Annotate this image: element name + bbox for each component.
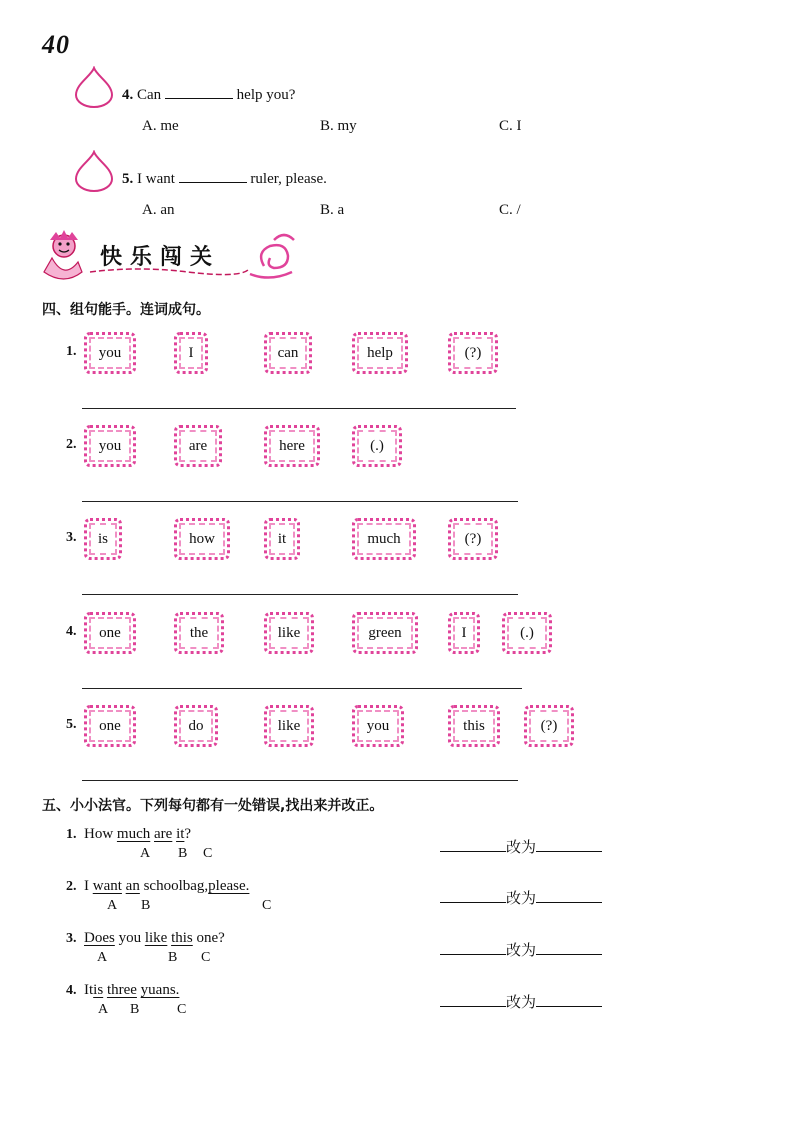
correction-blank[interactable]	[536, 901, 602, 903]
answer-blank[interactable]	[179, 181, 247, 183]
error-sentence	[84, 930, 225, 947]
question-number: 1.	[66, 344, 77, 359]
option-c[interactable]: C. I	[499, 118, 522, 134]
question-number: 3.	[66, 530, 77, 545]
wrong-answer-blank[interactable]	[440, 953, 506, 955]
underlined-word[interactable]: Does	[84, 930, 115, 946]
wrong-answer-blank[interactable]	[440, 1005, 506, 1007]
option-a[interactable]: A. an	[142, 202, 175, 218]
word-card[interactable]: (?)	[448, 332, 498, 374]
option-b[interactable]: B. a	[320, 202, 345, 218]
wrong-answer-blank[interactable]	[440, 901, 506, 903]
word-card[interactable]: I	[174, 332, 208, 374]
sentence-word: How	[84, 826, 114, 842]
correction-row	[440, 991, 602, 1012]
answer-line[interactable]	[82, 501, 518, 502]
error-sentence	[84, 878, 249, 895]
option-label: A	[140, 846, 151, 861]
question-text: Can	[137, 87, 162, 103]
underlined-word[interactable]: is	[93, 982, 104, 998]
option-label: A	[107, 898, 118, 913]
question-number: 4.	[66, 624, 77, 639]
word-card[interactable]: this	[448, 705, 500, 747]
drop-icon	[74, 150, 114, 192]
correction-row	[440, 887, 602, 908]
word-card[interactable]: you	[84, 425, 136, 467]
question-number: 5.	[66, 717, 77, 732]
answer-line[interactable]	[82, 594, 518, 595]
option-b[interactable]: B. my	[320, 118, 357, 134]
question-number: 4.	[122, 87, 134, 103]
word-card[interactable]: are	[174, 425, 222, 467]
sentence-word: I	[84, 878, 89, 894]
question-number: 4.	[66, 983, 77, 998]
word-card[interactable]: how	[174, 518, 230, 560]
option-label: C	[177, 1002, 187, 1017]
word-card[interactable]: one	[84, 705, 136, 747]
swirl-ornament-icon	[250, 235, 294, 278]
word-card[interactable]: it	[264, 518, 300, 560]
word-card[interactable]: I	[448, 612, 480, 654]
wrong-answer-blank[interactable]	[440, 850, 506, 852]
underlined-word[interactable]: want	[92, 878, 122, 894]
option-label: A	[97, 950, 108, 965]
cartoon-character-icon	[44, 230, 82, 279]
word-card[interactable]: (?)	[524, 705, 574, 747]
option-label: B	[168, 950, 178, 965]
question-text: ruler, please.	[250, 171, 327, 187]
section-5-title: 五、小小法官。下列每句都有一处错误,找出来并改正。	[42, 798, 384, 814]
sentence-word: schoolbag,	[143, 878, 209, 894]
page-number: 40	[42, 30, 70, 59]
option-a[interactable]: A. me	[142, 118, 179, 134]
sentence-punctuation: ?	[184, 826, 192, 842]
drop-icon	[74, 66, 114, 108]
option-label: B	[130, 1002, 140, 1017]
question-text: I want	[137, 171, 175, 187]
change-label: 改为	[506, 838, 537, 856]
question-number: 1.	[66, 827, 77, 842]
underlined-word[interactable]: three	[106, 982, 137, 998]
answer-line[interactable]	[82, 780, 518, 781]
word-card[interactable]: help	[352, 332, 408, 374]
word-card[interactable]: you	[84, 332, 136, 374]
change-label: 改为	[506, 889, 537, 907]
question-number: 3.	[66, 931, 77, 946]
question-5	[122, 171, 327, 188]
underlined-word[interactable]: like	[144, 930, 168, 946]
correction-blank[interactable]	[536, 850, 602, 852]
error-sentence	[84, 826, 191, 843]
option-label: C	[203, 846, 213, 861]
word-card[interactable]: like	[264, 705, 314, 747]
word-card[interactable]: (.)	[502, 612, 552, 654]
correction-row	[440, 836, 602, 857]
option-label: A	[98, 1002, 109, 1017]
word-card[interactable]: do	[174, 705, 218, 747]
word-card[interactable]: like	[264, 612, 314, 654]
question-text: help you?	[236, 87, 296, 103]
word-card[interactable]: one	[84, 612, 136, 654]
sentence-word: one?	[196, 930, 225, 946]
question-4	[122, 87, 295, 104]
word-card[interactable]: you	[352, 705, 404, 747]
word-card[interactable]: (.)	[352, 425, 402, 467]
underlined-word[interactable]: it	[176, 826, 185, 842]
option-label: B	[178, 846, 188, 861]
word-card[interactable]: (?)	[448, 518, 498, 560]
section-4-title: 四、组句能手。连词成句。	[42, 302, 210, 318]
banner-title: 快乐闯关	[100, 245, 221, 270]
underlined-word[interactable]: this	[171, 930, 193, 946]
answer-line[interactable]	[82, 688, 522, 689]
word-card[interactable]: much	[352, 518, 416, 560]
question-number: 5.	[122, 171, 134, 187]
sentence-word: It	[84, 982, 94, 998]
answer-line[interactable]	[82, 408, 516, 409]
option-label: C	[262, 898, 272, 913]
question-number: 2.	[66, 437, 77, 452]
error-sentence	[84, 982, 179, 999]
correction-row	[440, 939, 602, 960]
change-label: 改为	[506, 941, 537, 959]
underlined-word[interactable]: please.	[208, 878, 250, 894]
word-card[interactable]: the	[174, 612, 224, 654]
word-card[interactable]: here	[264, 425, 320, 467]
underlined-word[interactable]: are	[154, 826, 173, 842]
word-card[interactable]: green	[352, 612, 418, 654]
option-label: C	[201, 950, 211, 965]
correction-blank[interactable]	[536, 1005, 602, 1007]
sentence-word: you	[118, 930, 142, 946]
correction-blank[interactable]	[536, 953, 602, 955]
option-label: B	[141, 898, 151, 913]
word-card[interactable]: is	[84, 518, 122, 560]
option-c[interactable]: C. /	[499, 202, 521, 218]
underlined-word[interactable]: an	[125, 878, 140, 894]
underlined-word[interactable]: yuans.	[140, 982, 180, 998]
word-card[interactable]: can	[264, 332, 312, 374]
underlined-word[interactable]: much	[116, 826, 151, 842]
change-label: 改为	[506, 993, 537, 1011]
answer-blank[interactable]	[165, 97, 233, 99]
question-number: 2.	[66, 879, 77, 894]
